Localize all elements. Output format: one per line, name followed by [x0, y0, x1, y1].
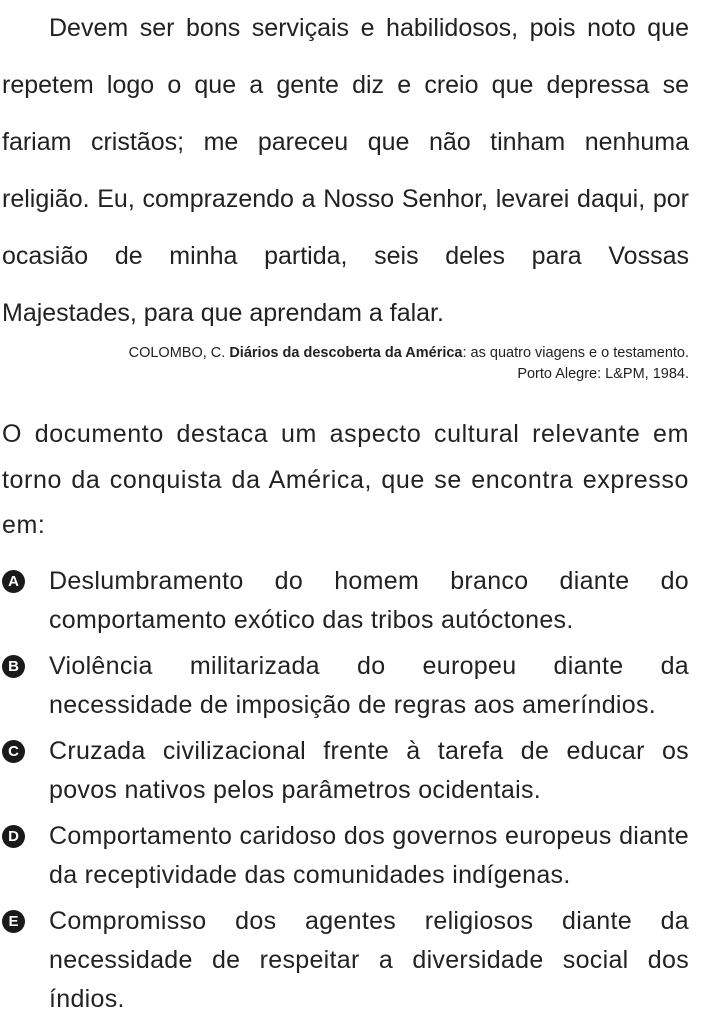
option-text: Deslumbramento do homem branco diante do comportamento exótico das tribos autóctones. — [49, 567, 689, 634]
citation — [2, 343, 689, 385]
citation-rest-line2: Porto Alegre: L&PM, 1984. — [517, 366, 689, 382]
option-d[interactable] — [2, 817, 689, 895]
option-letter-badge: D — [2, 825, 25, 848]
option-text: Violência militarizada do europeu diante da necessidade de imposição de regras aos ameríndios. — [49, 652, 689, 719]
answer-options — [2, 562, 689, 1026]
quote-paragraph: Devem ser bons serviçais e habilidosos, pois noto que repetem logo o que a gente diz e creio que depressa se fariam cristãos; me pareceu que não tinham nenhuma religião. Eu, comprazendo a Nosso Senhor, levarei daqui, por ocasião de minha partida, seis deles para Vossas Majestades, para que aprendam a falar. — [2, 14, 689, 327]
option-a[interactable] — [2, 562, 689, 640]
option-text: Compromisso dos agentes religiosos diante da necessidade de respeitar a diversidade social dos índios. — [49, 907, 689, 1013]
option-letter-badge: B — [2, 655, 25, 678]
option-b[interactable] — [2, 647, 689, 725]
citation-rest-line1: : as quatro viagens e o testamento. — [462, 345, 689, 361]
option-c[interactable] — [2, 732, 689, 810]
option-letter-badge: C — [2, 740, 25, 763]
option-e[interactable] — [2, 902, 689, 1019]
question-stem: O documento destaca um aspecto cultural relevante em torno da conquista da América, que se encontra expresso em: — [2, 420, 689, 539]
option-letter-badge: E — [2, 910, 25, 933]
citation-author: COLOMBO, C. — [128, 345, 230, 361]
citation-title: Diários da descoberta da América — [229, 345, 463, 361]
option-text: Comportamento caridoso dos governos europeus diante da receptividade das comunidades indígenas. — [49, 822, 689, 889]
option-letter-badge: A — [2, 570, 25, 593]
option-text: Cruzada civilizacional frente à tarefa de educar os povos nativos pelos parâmetros ocidentais. — [49, 737, 689, 804]
